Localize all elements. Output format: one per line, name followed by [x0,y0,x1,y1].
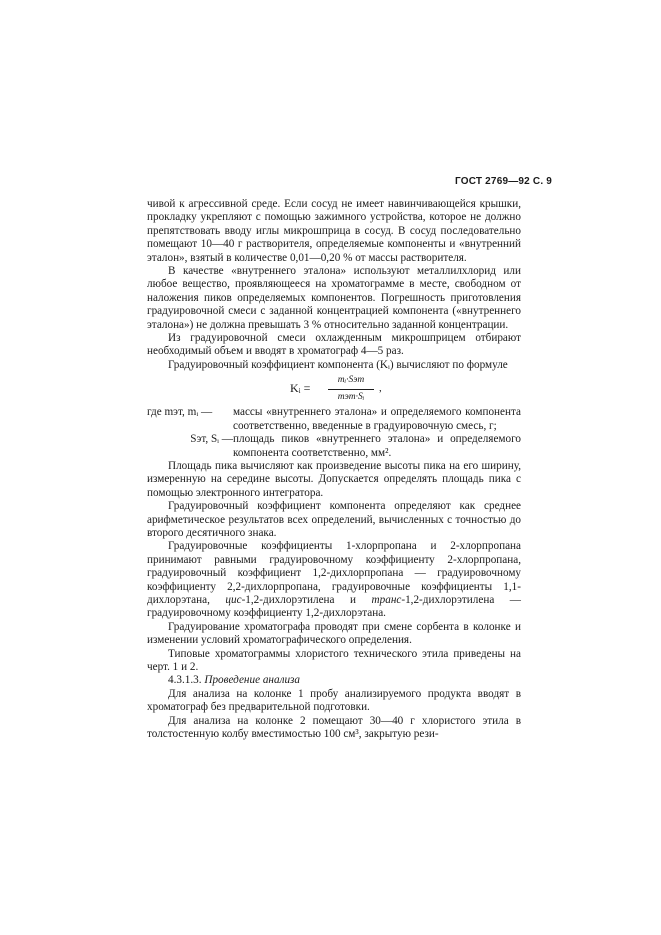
paragraph: Из градуировочной смеси охлажденным микрошприцем отбирают необходимый объем и вводят в хроматограф 4—5 раз. [147,332,521,358]
section-number: 4.3.1.3. [168,674,202,687]
formula-fraction [328,374,374,404]
definition-row [147,406,521,433]
paragraph [147,540,521,620]
paragraph-part: Градуировочные коэффициенты 1-хлорпропана и 2-хлорпропана принимают равными градуировочному коэффициенту 2-хлорпропана, градуировочный коэффициент 1,2-дихлорпропана — градуировочному коэффициенту 2,2-дихлорпропана, градуировочные коэффициенты 1,1-дихлорэтана, [147,540,521,606]
definition-term: где mэт, mᵢ — [147,406,213,419]
formula-numerator: mᵢ·Sэт [328,374,374,389]
definitions [147,406,521,460]
formula-lhs: Kᵢ = [290,381,311,396]
paragraph: Для анализа на колонке 1 пробу анализируемого продукта вводят в хроматограф без предварительной подготовки. [147,687,521,714]
paragraph-italic: транс [371,593,402,606]
paragraph: Для анализа на колонке 2 помещают 30—40 г хлористого этила в толстостенную колбу вместимостью 100 см³, закрытую рези- [147,714,521,741]
definition-text: массы «внутреннего эталона» и определяемого компонента соответственно, введенные в градуировочную смесь, г; [233,406,521,432]
definition-row [147,433,521,460]
formula-k [147,374,521,404]
paragraph-italic: цис [225,593,242,606]
paragraph: Площадь пика вычисляют как произведение высоты пика на его ширину, измеренную на середине высоты. Допускается определять площадь пика с помощью электронного интегратора. [147,459,521,499]
body-text [147,198,521,741]
running-head: ГОСТ 2769—92 С. 9 [455,176,553,187]
paragraph: чивой к агрессивной среде. Если сосуд не имеет навинчивающейся крышки, прокладку укрепляют с помощью зажимного устройства, которое не должно препятствовать вводу иглы микрошприца в сосуд. В сосуд последовательно помещают 10—40 г растворителя, определяемые компоненты и «внутренний эталон», взятый в количестве 0,01—0,20 % от массы растворителя. [147,198,521,264]
formula-tail: , [379,382,382,395]
section-heading [147,674,521,687]
paragraph-part: -1,2-дихлорэтилена — градуировочному коэффициенту 1,2-дихлорэтана. [147,593,521,620]
paragraph: Градуирование хроматографа проводят при смене сорбента в колонке и изменении условий хроматографического определения. [147,620,521,647]
paragraph: Градуировочный коэффициент компонента определяют как среднее арифметическое результатов всех определений, вычисленных с точностью до второго десятичного знака. [147,500,521,539]
paragraph: В качестве «внутреннего эталона» используют металлилхлорид или любое вещество, проявляющееся на хроматограмме в месте, свободном от наложения пиков определяемых компонентов. Погрешность приготовления градуировочной смеси с заданной концентрацией компонента («внутреннего эталона») не должна превышать 3 % относительно заданной концентрации. [147,265,521,331]
paragraph-part: -1,2-дихлорэтилена и [241,593,372,606]
definition-term: Sэт, Sᵢ — [190,433,233,446]
formula-denominator: mэт·Sᵢ [337,391,365,402]
definition-text: площадь пиков «внутреннего эталона» и определяемого компонента соответственно, мм². [233,433,521,459]
paragraph: Градуировочный коэффициент компонента (Kᵢ) вычисляют по формуле [168,358,508,371]
section-title: Проведение анализа [204,674,301,687]
paragraph: Типовые хроматограммы хлористого технического этила приведены на черт. 1 и 2. [147,647,521,673]
